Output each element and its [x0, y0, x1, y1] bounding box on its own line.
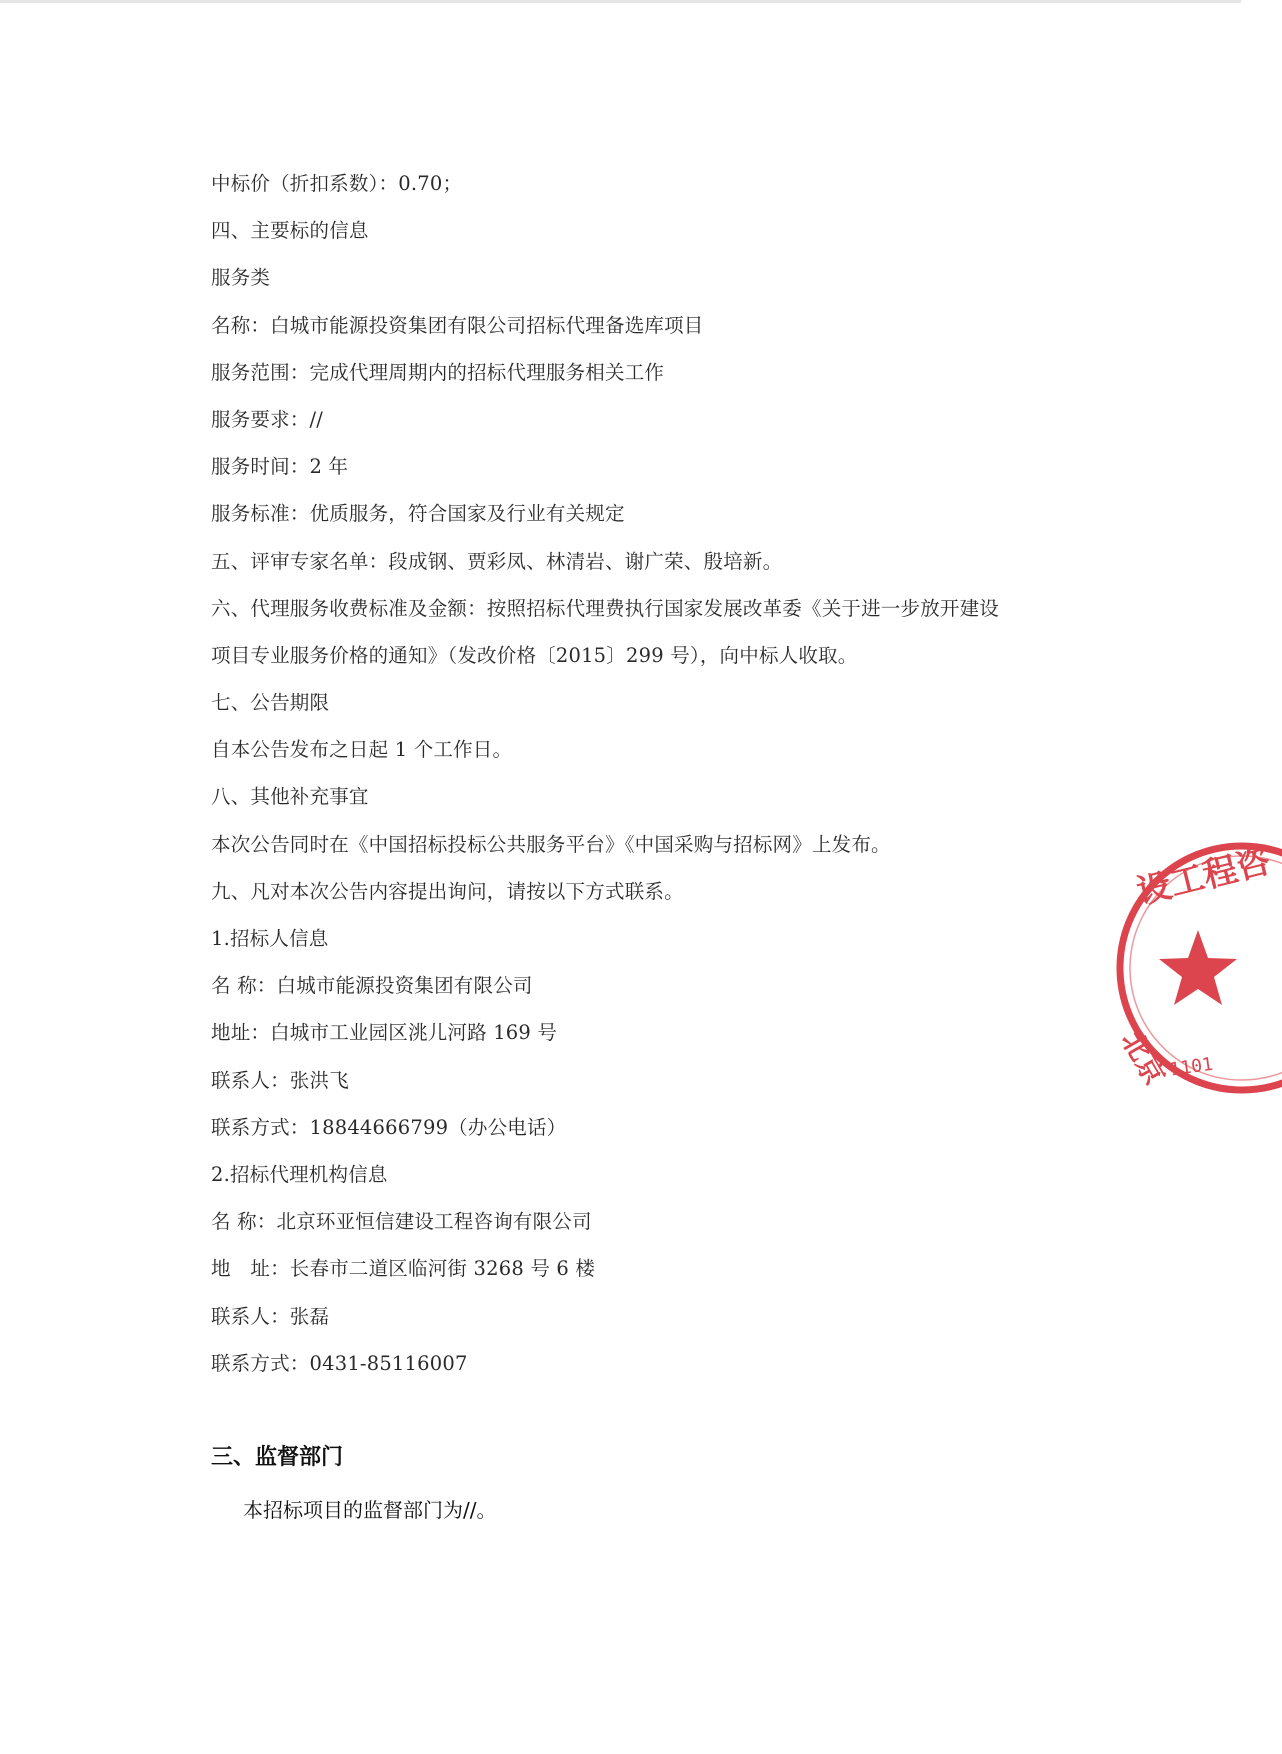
text-line: 八、其他补充事宜: [211, 785, 369, 809]
text-line: 联系方式：18844666799（办公电话）: [211, 1115, 567, 1139]
text-line: 联系方式：0431-85116007: [211, 1351, 468, 1375]
company-seal-stamp: [1112, 830, 1282, 1091]
text-line: 六、代理服务收费标准及金额：按照招标代理费执行国家发展改革委《关于进一步放开建设: [211, 596, 1000, 620]
text-line: 服务类: [211, 266, 271, 290]
seal-ring-text: 设工程咨: [1132, 841, 1275, 913]
text-line: 本次公告同时在《中国招标投标公共服务平台》《中国采购与招标网》上发布。: [211, 832, 891, 856]
text-line: 五、评审专家名单：段成钢、贾彩凤、林清岩、谢广荣、殷培新。: [211, 549, 783, 573]
section-heading: 三、监督部门: [211, 1445, 344, 1470]
text-line: 地址：白城市工业园区洮儿河路 169 号: [211, 1021, 558, 1045]
text-line: 服务时间：2 年: [211, 455, 349, 479]
seal-number-text: 1101: [1168, 1053, 1215, 1081]
scan-top-edge: [0, 0, 1241, 3]
text-line: 2.招标代理机构信息: [211, 1162, 388, 1186]
text-line: 联系人：张洪飞: [211, 1068, 349, 1092]
text-line: 地 址：长春市二道区临河街 3268 号 6 楼: [211, 1257, 596, 1281]
text-line: 项目专业服务价格的通知》（发改价格〔2015〕299 号），向中标人收取。: [211, 643, 858, 667]
text-line: 四、主要标的信息: [211, 219, 369, 243]
section-paragraph: 本招标项目的监督部门为//。: [243, 1498, 497, 1522]
text-line: 名 称：北京环亚恒信建设工程咨询有限公司: [211, 1210, 592, 1234]
text-line: 1.招标人信息: [211, 927, 329, 950]
seal-side-text: 北京: [1114, 1025, 1172, 1091]
text-line: 服务标准：优质服务，符合国家及行业有关规定: [211, 502, 625, 526]
text-line: 服务范围：完成代理周期内的招标代理服务相关工作: [211, 360, 665, 384]
text-line: 名 称：白城市能源投资集团有限公司: [211, 974, 533, 998]
seal-star-icon: [1159, 930, 1237, 1005]
announcement-body: [211, 160, 1091, 1387]
text-line: 联系人：张磊: [211, 1304, 330, 1328]
text-line: 中标价（折扣系数）：0.70；: [211, 172, 463, 195]
text-line: 七、公告期限: [211, 691, 330, 715]
text-line: 服务要求：//: [211, 407, 324, 431]
text-line: 九、凡对本次公告内容提出询问，请按以下方式联系。: [211, 879, 684, 903]
text-line: 名称：白城市能源投资集团有限公司招标代理备选库项目: [211, 313, 704, 337]
text-line: 自本公告发布之日起 1 个工作日。: [211, 738, 513, 762]
